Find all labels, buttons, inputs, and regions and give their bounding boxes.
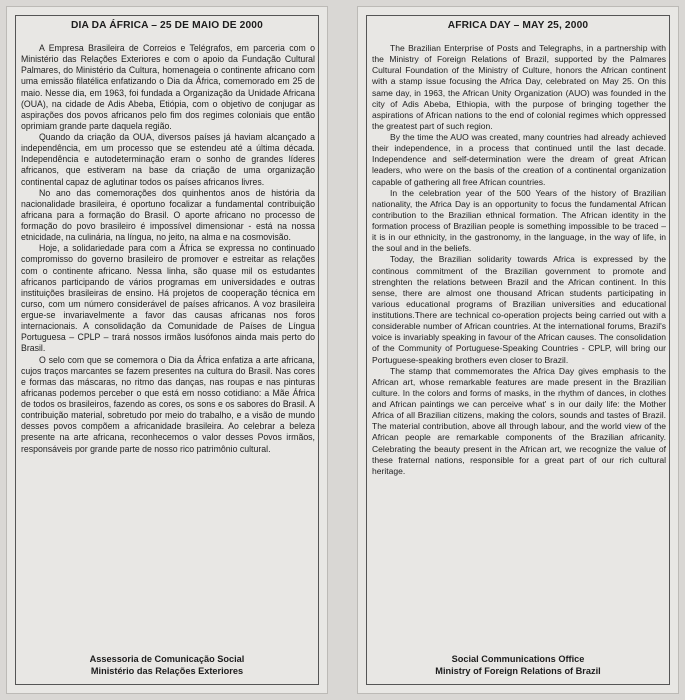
panel-body: [372, 43, 666, 477]
paragraph: The Brazilian Enterprise of Posts and Telegraphs, in a partnership with the Ministry of Foreign Relations of Brazil, supported by the Palmares Cultural Foundation of the Ministry of Culture, honors the African continent with a stamp issue focusing the Africa Day, celebrated on May 25. On this same day, in 1963, the African Unity Organization (AUO) was founded in the city of Adis Abeba, Ethiopia, with the purpose of bringing together the aspirations of African nations to the end of colonial regimes which oppressed the greatest part of such region.: [372, 43, 666, 131]
paragraph: Quando da criação da OUA, diversos países já haviam alcançado a independência, em um processo que se estendeu até a última década. Independência e autodeterminação eram o sonho de grandes líderes africanos, que estiveram na base da criação de uma organização continental capaz de aglutinar todos os países africanos livres.: [21, 132, 315, 187]
paragraph: Hoje, a solidariedade para com a África se expressa no continuado compromisso do governo brasileiro de promover e estreitar as relações com o continente africano. Nessa linha, são quase mil os estudantes africanos participando de vários programas em universidades e outras instituições brasileiras de ensino. Há projetos de cooperação técnica em curso, com um número considerável de países africanos. A voz brasileira ergue-se invariavelmente a favor das causas africanas nos foros internacionais. A consolidação da Comunidade de Países de Língua Portuguesa – CPLP – trará nossos irmãos lusófonos ainda mais perto do Brasil.: [21, 243, 315, 354]
paragraph: Today, the Brazilian solidarity towards Africa is expressed by the continous commitment of the Brazilian government to promote and strenghten the relations between Brazil and the African continent. In this sense, there are almost one thousand African students participating in various educational programs of Brazilian universities and educational institutions.There are technical co-operation projects being carried out with a considerable number of African countries. At the international forums, Brazil's voice is invariably speaking in favour of the African causes. The consolidation of the Community of Portuguese-Speaking Countries - CPLP, will bring our Portuguese-speaking brothers even closer to Brazil.: [372, 254, 666, 365]
paragraph: O selo com que se comemora o Dia da África enfatiza a arte africana, cujos traços marcantes se fazem presentes na cultura do Brasil. Nas cores e formas das máscaras, no ritmo das danças, nas roupas e nas pinturas africanas podemos perceber o que está em nosso cotidiano: a Mãe África de todos os brasileiros, fazendo as cores, os sons e os sabores do Brasil. A contribuição material, sobretudo por meio do trabalho, e a visão de mundo desses povos compõem a africanidade brasileira. Ao celebrar a beleza presente na arte africana, reconhecemos o valor desses Povos irmãos, responsáveis por grande parte de nosso rico patrimônio cultural.: [21, 354, 315, 454]
paragraph: No ano das comemorações dos quinhentos anos de história da nacionalidade brasileira, é oportuno focalizar a fundamental contribuição africana para a formação do Brasil. O aporte africano no processo de formação do povo brasileiro é impossível dimensionar - está na nossa etnicidade, na culinária, na língua, no jeito, na alma e na cosmovisão.: [21, 187, 315, 243]
footer-ministry: Ministério das Relações Exteriores: [90, 666, 244, 676]
panel-body: [21, 43, 315, 455]
panel-footer: [358, 653, 678, 677]
paragraph: The stamp that commemorates the Africa Day gives emphasis to the African art, whose remarkable features are made present in the Brazilian culture. In the colors and forms of masks, in the rhythm of dances, in clothes and African paintings we can perceive what' s in our daily life: the Mother Africa of all Brazilian citizens, making the colors, sounds and tastes of Brazil. The material contribution, above all through labour, and the world view of the African people are remarkable components of the Brazilian africanity. Celebrating the beauty present in the African art, we recognize the value of these fraternal nations, responsible for a great part of our rich cultural heritage.: [372, 365, 666, 476]
panel-title: AFRICA DAY – MAY 25, 2000: [447, 20, 589, 31]
footer-office: Assessoria de Comunicação Social: [89, 654, 245, 664]
paragraph: By the time the AUO was created, many countries had already achieved their independence, in a process that continued until the last decade. Independence and self-determination were the dream of great African leaders, who were on the basis of the creation of a continental organization capable of gathering all free African countries.: [372, 132, 666, 187]
footer-ministry: Ministry of Foreign Relations of Brazil: [435, 666, 601, 676]
portuguese-panel: [6, 6, 328, 694]
english-panel: [357, 6, 679, 694]
footer-office: Social Communications Office: [451, 654, 585, 664]
paragraph: A Empresa Brasileira de Correios e Telégrafos, em parceria com o Ministério das Relações Exteriores e com o apoio da Fundação Cultural Palmares, do Ministério da Cultura, homenageia o continente africano com uma emissão filatélica enfatizando o Dia da África, comemorado em 25 de maio. Nesse dia, em 1963, foi fundada a Organização da Unidade Africana (OUA), na cidade de Adis Abeba, Etiópia, com o objetivo de conjugar as aspirações dos povos africanos pelo fim dos regimes coloniais que então oprimiam grande parte daquela região.: [21, 43, 315, 131]
panel-title: DIA DA ÁFRICA – 25 DE MAIO DE 2000: [71, 20, 263, 31]
paragraph: In the celebration year of the 500 Years of the history of Brazilian nationality, the Africa Day is an opportunity to focus the fundamental African contribution to the Brazilian ethnical formation. The African identity in the formation process of Brazilian people is something impossible to be traced – it is in our ethnicity, in the gastronomy, in the language, in the way of life, in the soul and in the beliefs.: [372, 187, 666, 254]
panel-footer: [7, 653, 327, 677]
